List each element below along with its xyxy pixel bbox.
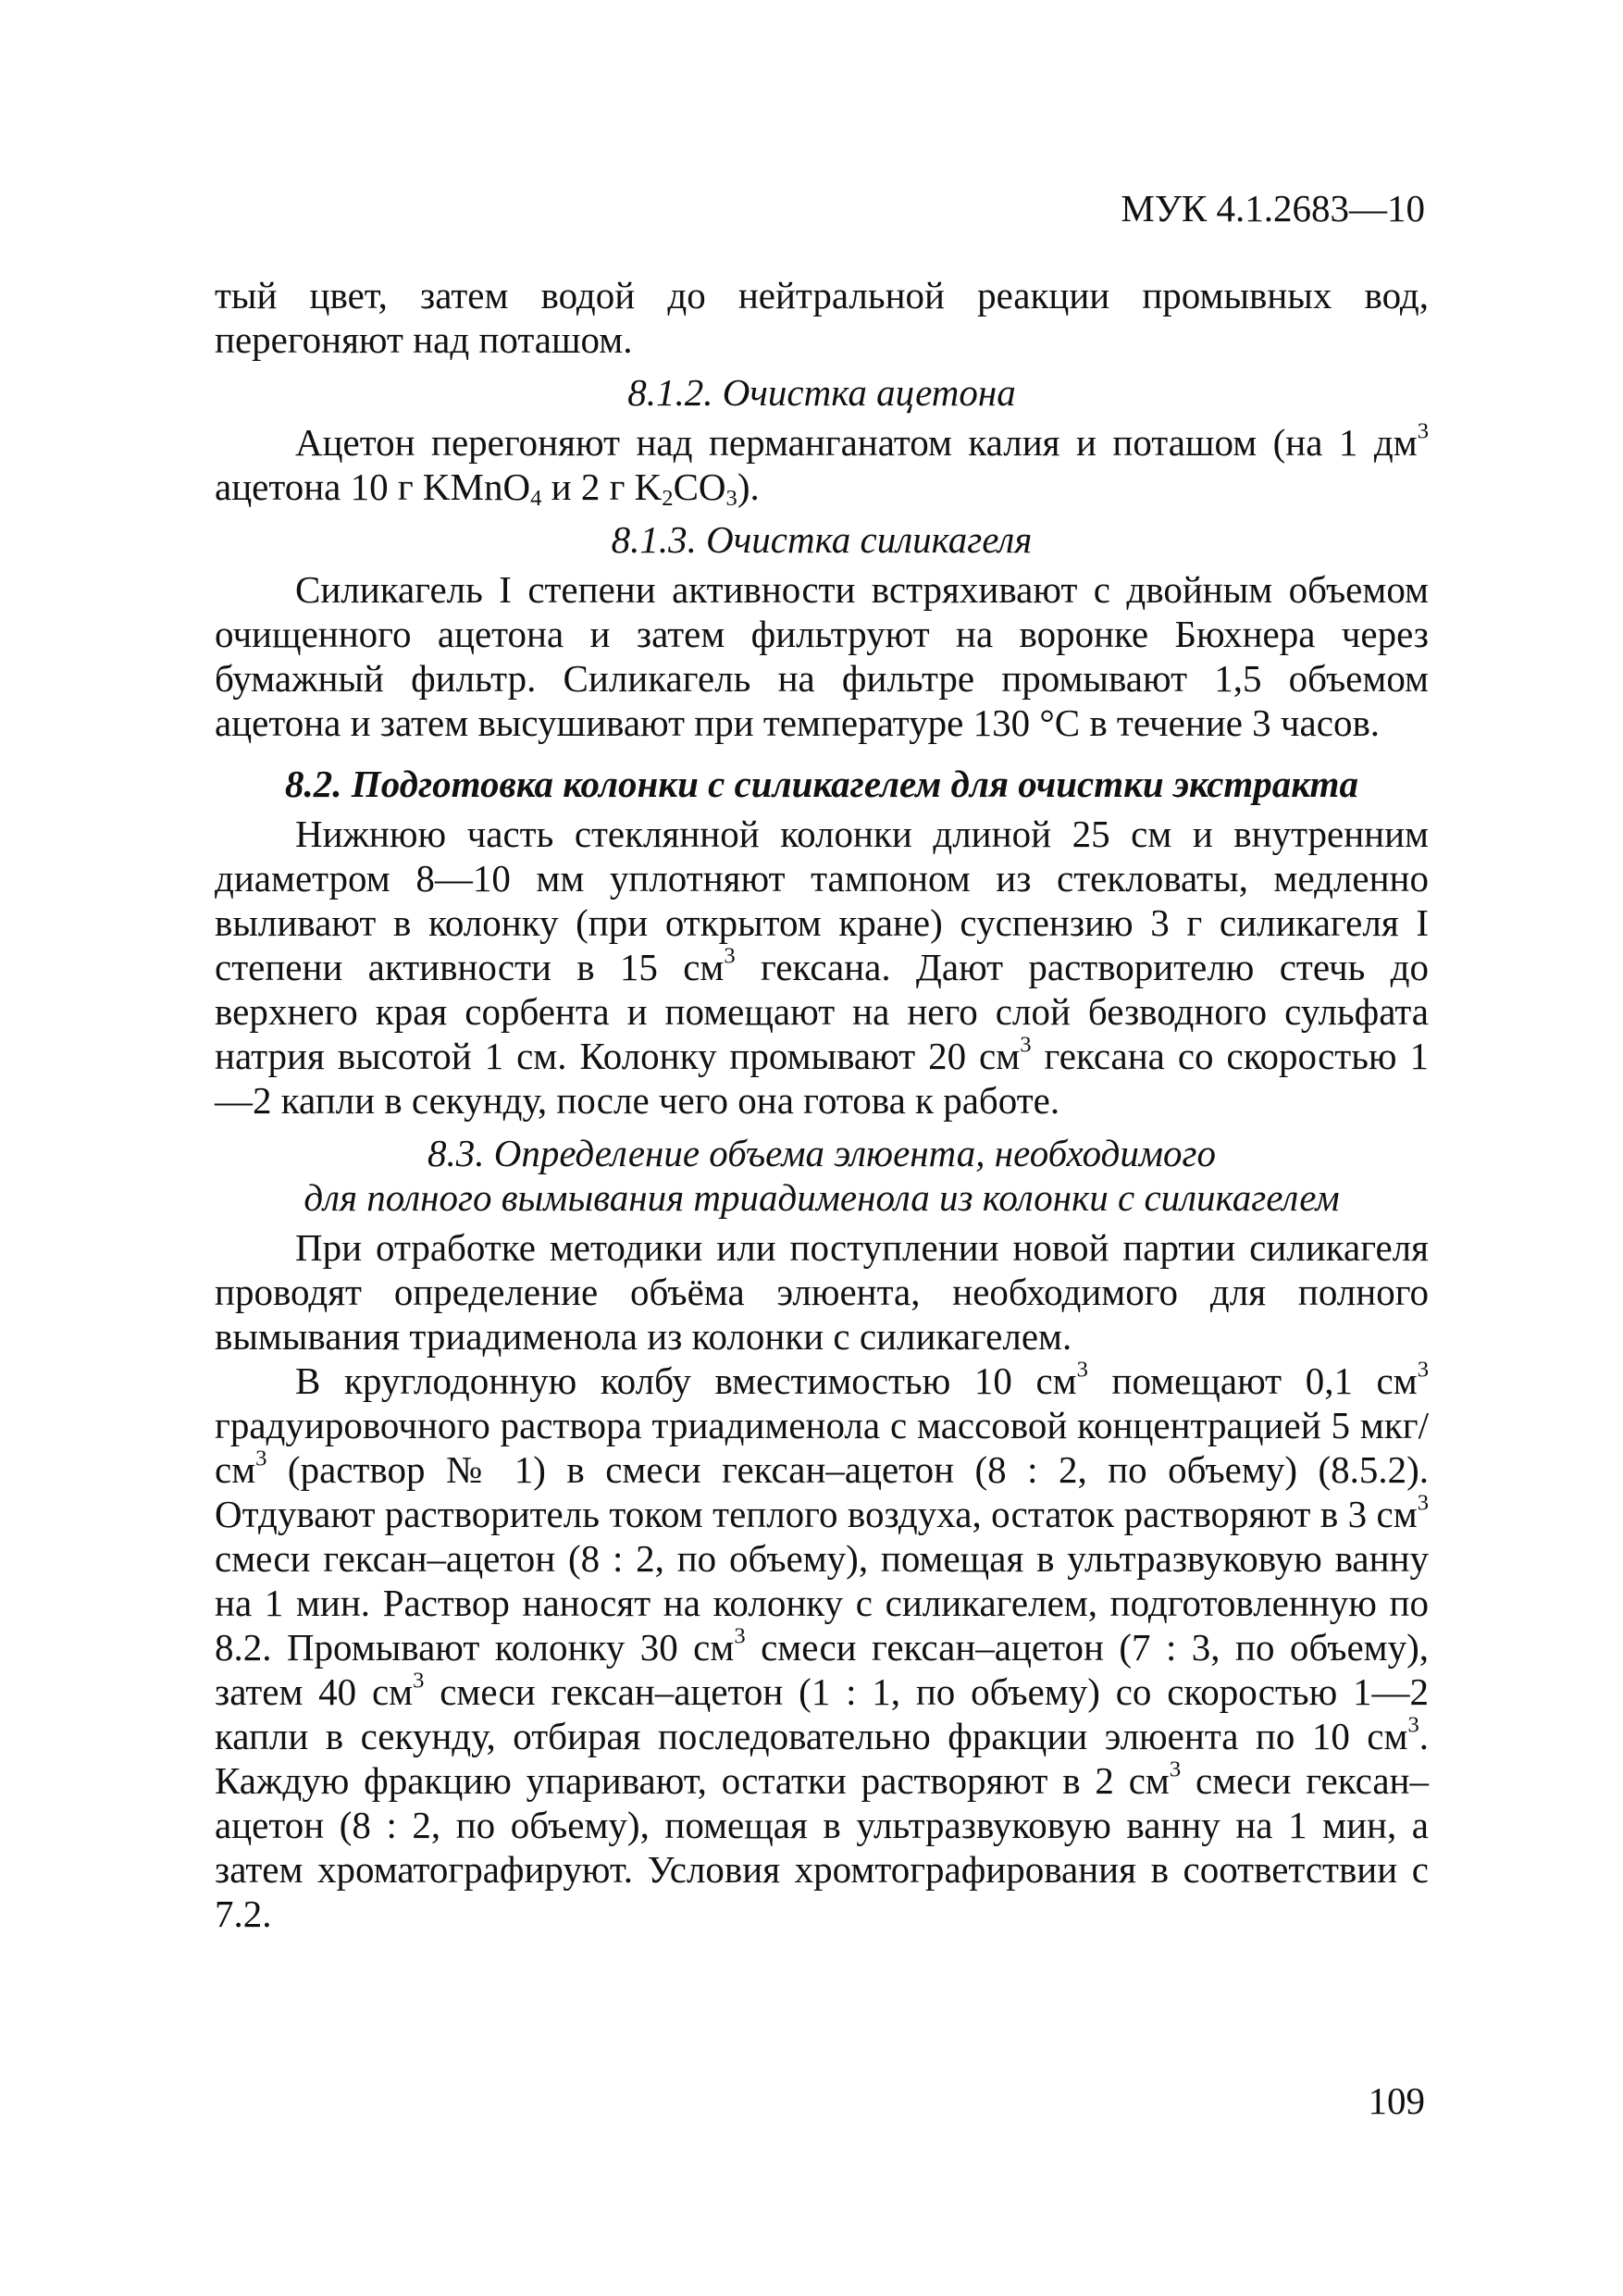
section-heading-8-1-2: 8.1.2. Очистка ацетона <box>627 371 1016 414</box>
section-heading-8-2: 8.2. Подготовка колонки с силикагелем для очистки экстракта <box>285 763 1358 805</box>
paragraph-eluent-procedure: В круглодонную колбу вместимостью 10 $см^3$ помещают 0,1 $см^3$ градуировочного раствора триадименола с массовой концентрацией 5 мкг/$см^3$ (раствор № 1) в смеси гексан–ацетон (8 : 2, по объему) (8.5.2). Отдувают растворитель током теплого воздуха, остаток растворяют в 3 $см^3$ смеси гексан–ацетон (8 : 2, по объему), помещая в ультразвуковую ванну на 1 мин. Раствор наносят на колонку с силикагелем, подготовленную по 8.2. Промывают колонку 30 $см^3$ смеси гексан–ацетон (7 : 3, по объему), затем 40 $см^3$ смеси гексан–ацетон (1 : 1, по объему) со скоростью 1—2 капли в секунду, отбирая последовательно фракции элюента по 10 $см^3$. Каждую фракцию упаривают, остатки растворяют в 2 $см^3$ смеси гексан–ацетон (8 : 2, по объему), помещая в ультразвуковую ванну на 1 мин, а затем хроматографируют. Условия хромтографирования в соответствии с 7.2. <box>215 1357 1429 1935</box>
section-heading-8-1-3: 8.1.3. Очистка силикагеля <box>611 518 1033 561</box>
document-code-header: МУК 4.1.2683—10 <box>1121 187 1425 230</box>
page-number: 109 <box>1368 2079 1425 2122</box>
section-heading-8-3 <box>215 1131 1429 1220</box>
section-heading-8-3-line-2: для полного вымывания триадименола из колонки с силикагелем <box>304 1176 1340 1219</box>
paragraph-column-preparation: Нижнюю часть стеклянной колонки длиной 25 см и внутренним диаметром 8—10 мм уплотняют тампоном из стекловаты, медленно выливают в колонку (при открытом кране) суспензию 3 г силикагеля I степени активности в 15 $см^3$ гексана. Дают растворителю стечь до верхнего края сорбента и помещают на него слой безводного сульфата натрия высотой 1 см. Колонку промывают 20 $см^3$ гексана со скоростью 1—2 капли в секунду, после чего она готова к работе. <box>215 813 1429 1122</box>
section-heading-8-3-line-1: 8.3. Определение объема элюента, необходимого <box>427 1132 1217 1174</box>
paragraph-eluent-volume-intro: При отработке методики или поступлении новой партии силикагеля проводят определение объёма элюента, необходимого для полного вымывания триадименола из колонки с силикагелем. <box>215 1226 1429 1358</box>
paragraph-silica-purification: Силикагель I степени активности встряхивают с двойным объемом очищенного ацетона и затем фильтруют на воронке Бюхнера через бумажный фильтр. Силикагель на фильтре промывают 1,5 объемом ацетона и затем высушивают при температуре 130 °С в течение 3 часов. <box>215 568 1429 744</box>
paragraph-continuation: тый цвет, затем водой до нейтральной реакции промывных вод, перегоняют над поташом. <box>215 274 1429 361</box>
document-body <box>215 273 1429 1936</box>
paragraph-acetone-purification: Ацетон перегоняют над перманганатом калия и поташом (на 1 $дм^3$ ацетона 10 г KMnO$_4$ и 2 г $K_2CO_3$). <box>215 418 1429 512</box>
